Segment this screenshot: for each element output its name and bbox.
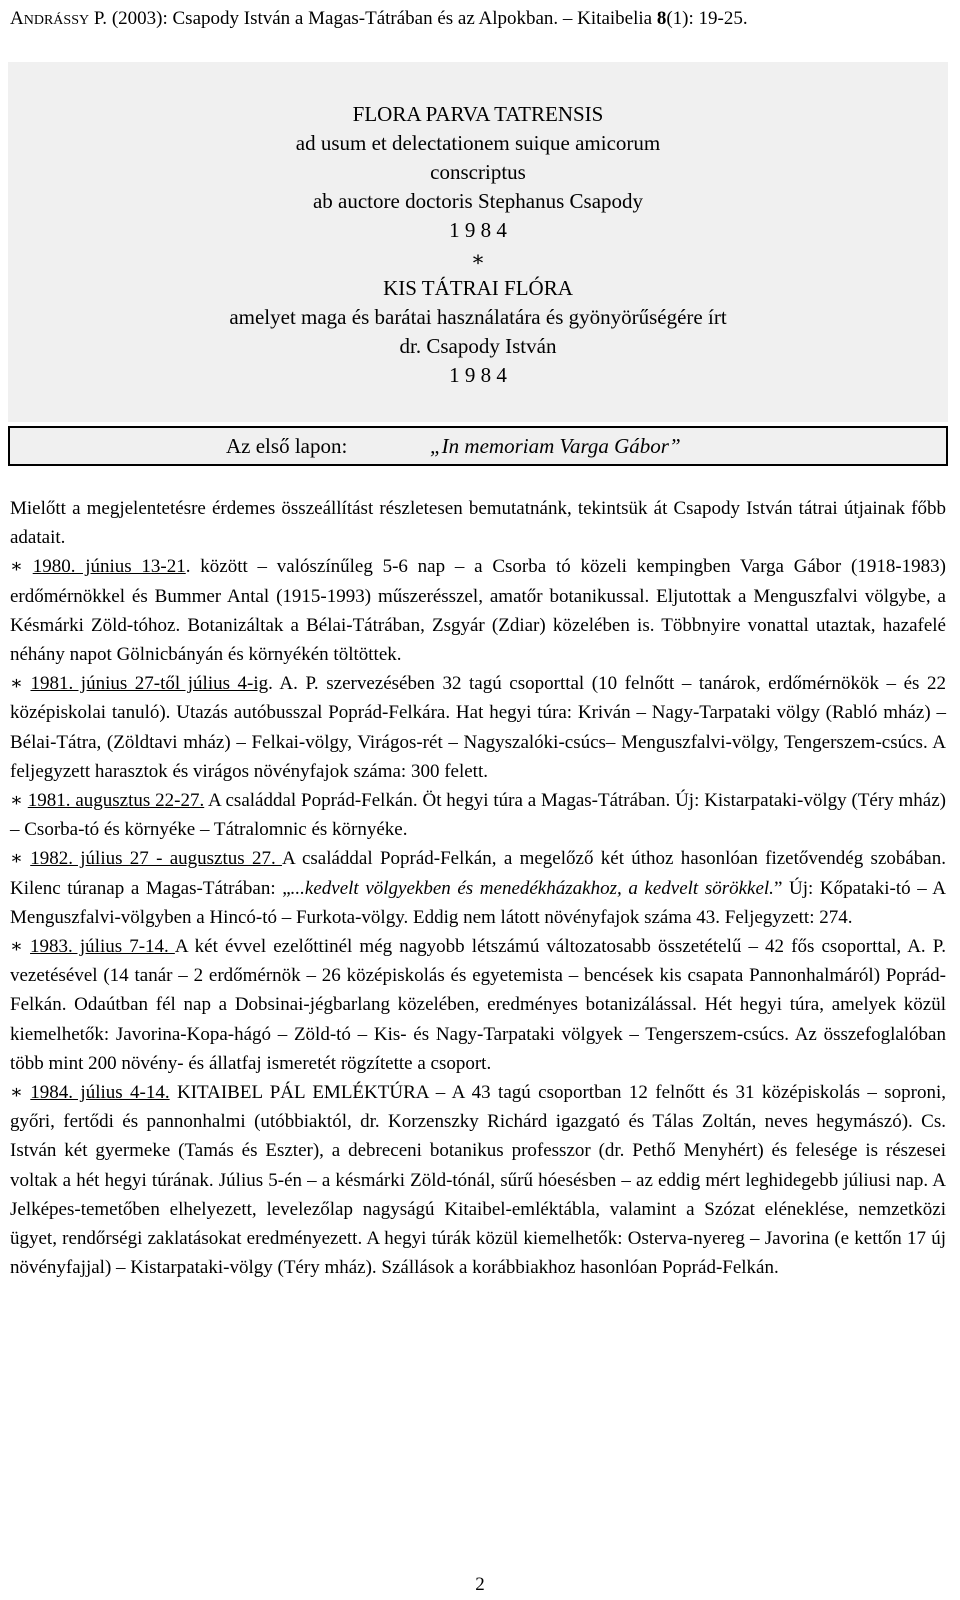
title-line: 1 9 8 4 [449, 218, 507, 242]
title-line: dr. Csapody István [399, 334, 557, 358]
running-header [10, 8, 950, 32]
author-surname: NDRÁSSY [23, 13, 90, 28]
entry-text: KITAIBEL PÁL EMLÉKTÚRA – A 43 tagú csoportban 12 felnőtt és 31 középiskolás – soproni, győri, fertődi és pannonhalmi (utóbbiaktól, dr. Korzenszky Richárd igazgató és Tálas Zoltán, neves hegymászó). Cs. István két gyermeke (Tamás és Eszter), a debreceni botanikus professzor (dr. Pethő Menyhért) és felesége is részesei voltak a hét hegyi túrának. Július 5-én – a késmárki Zöld-tónál, sűrű hóesésben – az eddig mért leghidegebb júliusi nap. A Jelképes-temetőben elhelyezett, levelezőlap nagyságú Kitaibel-emléktábla, valamint a Szózat eléneklése, nemzetközi ügyet, rendőrségi zaklatásokat eredményezett. A hegyi túrák közül kiemelhetők: Osterva-nyereg – Javorina (e kettőn 17 új növényfajjal) – Kistarpataki-völgy (Téry mház). Szállások a korábbiakhoz hasonlóan Poprád-Felkán. [10, 1082, 946, 1279]
intro-paragraph: Mielőtt a megjelentetésre érdemes összeállítást részletesen bemutatnánk, tekintsük át Csapody István tátrai útjainak főbb adatait. [10, 498, 946, 549]
entry-1981-august [10, 786, 946, 844]
bullet-star-icon: ∗ [10, 673, 31, 695]
entry-text: A két évvel ezelőttinél még nagyobb létszámú változatosabb összetételű – 42 fős csoporttal, A. P. vezetésével (14 tanár – 2 erdőmérnök – 26 középiskolás és egyetemista – bencések kis csapata Pannonhalmáról) Poprád-Felkán. Odaútban fél nap a Dobsinai-jégbarlang közelében, eredményes botanizálással. Hét hegyi túra, amelyek közül kiemelhetők: Javorina-Kopa-hágó – Zöld-tó – Kis- és Nagy-Tarpataki völgyek – Tengerszem-csúcs. Az összefoglalóban több mint 200 növény- és állatfaj ismeretét rögzítette a csoport. [10, 936, 946, 1074]
article-body [10, 494, 946, 1282]
author-first-initial: P. [93, 8, 108, 29]
citation-volume: 8 [656, 8, 667, 29]
entry-1980 [10, 552, 946, 669]
bullet-star-icon: ∗ [10, 848, 31, 870]
entry-1981-june [10, 669, 946, 786]
entry-1982 [10, 844, 946, 932]
entry-text: A családdal Poprád-Felkán. Öt hegyi túra a Magas-Tátrában. Új: Kistarpataki-völgy (Téry mház) – Csorba-tó és környéke – Tátralomnic és környéke. [10, 790, 946, 841]
entry-date: 1981. augusztus 22-27. [27, 790, 205, 812]
title-line: FLORA PARVA TATRENSIS [352, 102, 604, 126]
page-number: 2 [475, 1574, 485, 1595]
entry-date: 1982. július 27 - augusztus 27. [30, 848, 282, 870]
title-line: ∗ [470, 247, 486, 271]
entry-date: 1984. július 4-14. [30, 1082, 170, 1104]
entry-date: 1981. június 27-től július 4-ig [30, 673, 269, 695]
citation-issue: (1): 19-25. [666, 8, 748, 29]
title-line: KIS TÁTRAI FLÓRA [383, 276, 573, 300]
title-line: ad usum et delectationem suique amicorum [295, 131, 661, 155]
title-line: ab auctore doctoris Stephanus Csapody [312, 189, 644, 213]
title-line: amelyet maga és barátai használatára és gyönyörűségére írt [229, 305, 727, 329]
memoriam-box [8, 426, 948, 466]
bullet-star-icon: ∗ [10, 1082, 31, 1104]
bullet-star-icon: ∗ [10, 936, 31, 958]
citation-text: (2003): Csapody István a Magas-Tátrában és az Alpokban. – Kitaibelia [111, 8, 653, 29]
entry-text: ” Új: Kőpataki-tó – A Menguszfalvi-völgyben a Hincó-tó – Furkota-völgy. Eddig nem látott növényfajok száma 43. Feljegyzett: 274. [10, 877, 946, 928]
title-block [8, 100, 948, 390]
title-line: conscriptus [430, 160, 526, 184]
entry-1984 [10, 1078, 946, 1282]
title-line: 1 9 8 4 [449, 363, 507, 387]
entry-quote: ...kedvelt völgyekben és menedékházakhoz, a kedvelt sörökkel. [290, 877, 774, 899]
entry-date: 1983. július 7-14. [30, 936, 175, 958]
entry-text: . A. P. szervezésében 32 tagú csoporttal (10 felnőtt – tanárok, erdőmérnökök – és 22 középiskolai tanuló). Utazás autóbusszal Poprád-Felkára. Hat hegyi túra: Kriván – Nagy-Tarpataki völgy (Rabló mház) – Bélai-Tátra, (Zöldtavi mház) – Felkai-völgy, Virágos-rét – Nagyszalóki-csúcs– Menguszfalvi-völgy, Tengerszem-csúcs. A feljegyzett harasztok és virágos növényfajok száma: 300 felett. [10, 673, 946, 782]
entry-1983 [10, 932, 946, 1078]
entry-date: 1980. június 13-21 [32, 556, 186, 578]
memoriam-label: Az első lapon: [226, 434, 348, 458]
author-initial: A [10, 8, 24, 29]
bullet-star-icon: ∗ [10, 556, 33, 578]
memoriam-value: „In memoriam Varga Gábor” [430, 434, 681, 458]
entry-text: A családdal Poprád-Felkán, a megelőző két úthoz hasonlóan fizetővendég szobában. Kilenc túranap a Magas-Tátrában: „ [10, 848, 946, 899]
bullet-star-icon: ∗ [10, 790, 28, 812]
entry-text: . között – valószínűleg 5-6 nap – a Csorba tó közeli kempingben Varga Gábor (1918-1983) erdőmérnökkel és Bummer Antal (1915-1993) műszerésszel, amatőr botanikussal. Eljutottak a Menguszfalvi völgybe, a Késmárki Zöld-tóhoz. Botanizáltak a Bélai-Tátrában, Zsgyár (Zdiar) közelében is. Többnyire vonattal utaztak, hazafelé néhány napot Gölnicbányán és környékén töltöttek. [10, 556, 946, 666]
